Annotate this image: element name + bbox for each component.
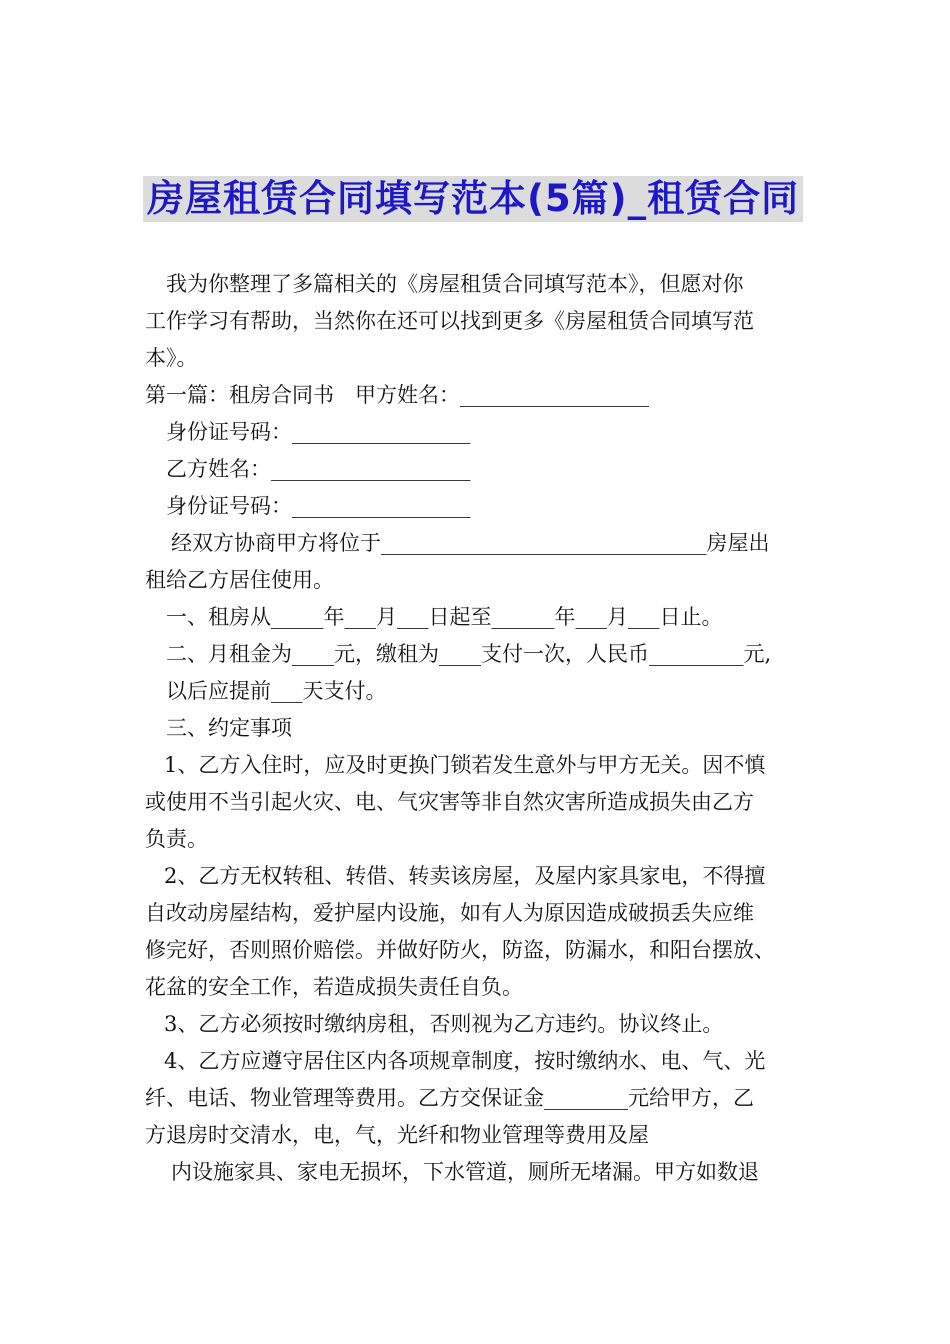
document-title: 房屋租赁合同填写范本(5篇)_租赁合同 xyxy=(143,176,803,222)
paragraph-line: 修完好，否则照价赔偿。并做好防火，防盗，防漏水，和阳台摆放、 xyxy=(145,938,775,962)
paragraph-line: 经双方协商甲方将位于_______________________________房屋出 xyxy=(171,531,770,555)
paragraph-line: 自改动房屋结构，爱护屋内设施，如有人为原因造成破损丢失应维 xyxy=(145,901,754,925)
paragraph-line: 方退房时交清水，电，气，光纤和物业管理等费用及屋 xyxy=(145,1123,649,1147)
paragraph-line: 4、乙方应遵守居住区内各项规章制度，按时缴纳水、电、气、光 xyxy=(164,1049,766,1073)
paragraph-line: 身份证号码：_________________ xyxy=(166,494,471,518)
paragraph-line: 租给乙方居住使用。 xyxy=(145,568,334,592)
paragraph-line: 花盆的安全工作，若造成损失责任自负。 xyxy=(145,975,523,999)
paragraph-line: 内设施家具、家电无损坏，下水管道，厕所无堵漏。甲方如数退 xyxy=(171,1160,759,1184)
paragraph-line: 一、租房从_____年___月___日起至______年___月___日止。 xyxy=(166,605,723,629)
paragraph-line: 本》。 xyxy=(145,346,198,370)
paragraph-line: 我为你整理了多篇相关的《房屋租赁合同填写范本》，但愿对你 xyxy=(166,272,744,296)
title-wrap xyxy=(143,176,803,222)
document-body xyxy=(145,266,825,1191)
paragraph-line: 或使用不当引起火灾、电、气灾害等非自然灾害所造成损失由乙方 xyxy=(145,790,754,814)
paragraph-line: 二、月租金为____元，缴租为____支付一次，人民币_________元, xyxy=(166,642,772,666)
paragraph-line: 第一篇：租房合同书 甲方姓名：__________________ xyxy=(145,383,649,407)
paragraph-line: 三、约定事项 xyxy=(166,716,292,740)
paragraph-line: 工作学习有帮助，当然你在还可以找到更多《房屋租赁合同填写范 xyxy=(145,309,754,333)
paragraph-line: 身份证号码：_________________ xyxy=(166,420,471,444)
paragraph-line: 2、乙方无权转租、转借、转卖该房屋，及屋内家具家电，不得擅 xyxy=(164,864,766,888)
paragraph-line: 以后应提前___天支付。 xyxy=(166,679,387,703)
paragraph-line: 乙方姓名：___________________ xyxy=(166,457,471,481)
paragraph-line: 1、乙方入住时，应及时更换门锁若发生意外与甲方无关。因不慎 xyxy=(164,753,766,777)
paragraph-line: 3、乙方必须按时缴纳房租，否则视为乙方违约。协议终止。 xyxy=(164,1012,724,1036)
paragraph-line: 负责。 xyxy=(145,827,208,851)
paragraph-line: 纤、电话、物业管理等费用。乙方交保证金________元给甲方，乙 xyxy=(145,1086,754,1110)
